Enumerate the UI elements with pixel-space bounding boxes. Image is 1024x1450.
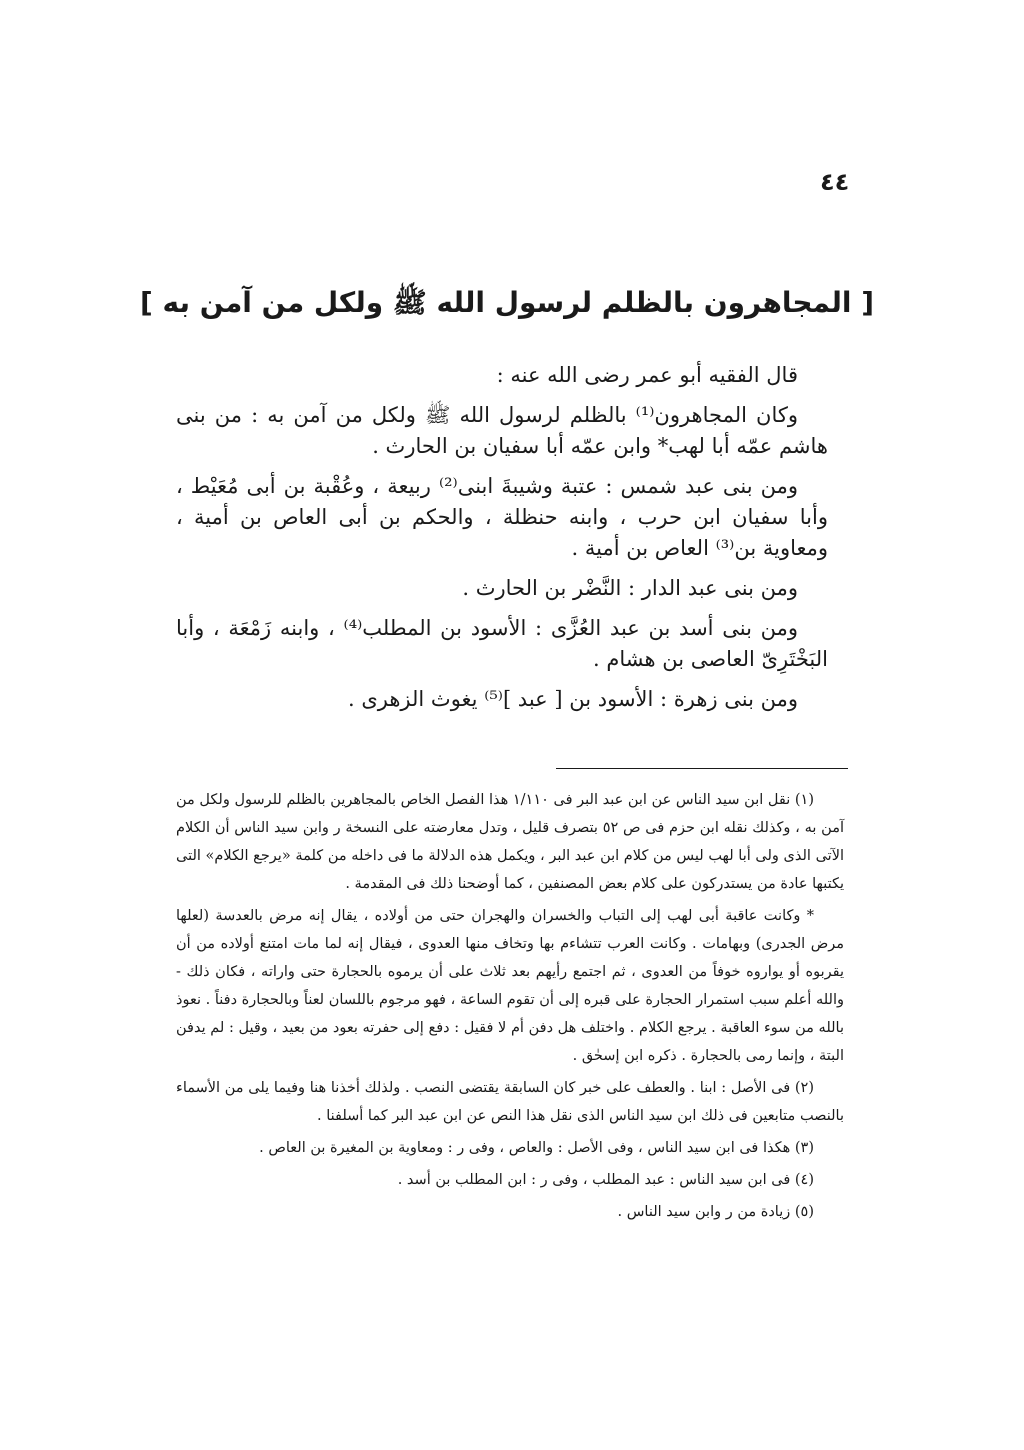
footnote: (١) نقل ابن سيد الناس عن ابن عبد البر فى ١/١١٠ هذا الفصل الخاص بالمجاهرين بالظلم للرسول ولكل من آمن به ، وكذلك نقله ابن حزم فى ص ٥٢ بتصرف قليل ، وتدل معارضته على النسخة ر وابن سيد الناس أن الكلام الآتى الذى ولى أبا لهب ليس من كلام ابن عبد البر ، ويكمل هذه الدلالة ما فى داخله من كلمة «يرجع الكلام» التى يكتبها عادة من يستدركون على كلام بعض المصنفين ، كما أوضحنا ذلك فى المقدمة . <box>176 792 844 892</box>
footnote: * وكانت عاقبة أبى لهب إلى التباب والخسران والهجران حتى من أولاده ، يقال إنه مرض بالعدسة (لعلها مرض الجدرى) وبهامات . وكانت العرب تتشاءم بها وتخاف منها العدوى ، فيقال إنه لما مات امتنع أولاده من أن يقربوه أو يواروه خوفاً من العدوى ، ثم اجتمع رأيهم بعد ثلاث على أن يرموه بالحجارة حتى واراته ، فكان ذلك - والله أعلم سبب استمرار الحجارة على قبره إلى أن تقوم الساعة ، فهو مرجوم باللسان لعناً وبالحجارة دفناً . نعوذ بالله من سوء العاقبة . يرجع الكلام . واختلف هل دفن أم لا فقيل : دفع إلى حفرته بعود من بعيد ، وقيل : لم يدفن البتة ، وإنما رمى بالحجارة . ذكره ابن إسحٰق . <box>176 908 844 1064</box>
paragraph: ومن بنى أسد بن عبد العُزَّى : الأسود بن المطلب⁽⁴⁾ ، وابنه زَمْعَة ، وأبا البَخْتَرِىّ العاصى بن هشام . <box>176 616 828 671</box>
paragraph: ومن بنى عبد شمس : عتبة وشيبةَ ابنى⁽²⁾ ربيعة ، وعُقْبة بن أبى مُعَيْط ، وأبا سفيان ابن حرب ، وابنه حنظلة ، والحكم بن أبى العاص بن أمية ، ومعاوية بن⁽³⁾ العاص بن أمية . <box>176 474 828 560</box>
section-title: [ المجاهرون بالظلم لرسول الله ﷺ ولكل من آمن به ] <box>139 286 874 319</box>
page-number: ٤٤ <box>820 168 850 196</box>
footnote-divider <box>556 768 848 769</box>
footnote: (٥) زيادة من ر وابن سيد الناس . <box>617 1204 814 1220</box>
footnote: (٢) فى الأصل : ابنا . والعطف على خبر كان السابقة يقتضى النصب . ولذلك أخذنا هنا وفيما يلى من الأسماء بالنصب متابعين فى ذلك ابن سيد الناس الذى نقل هذا النص عن ابن عبد البر كما أسلفنا . <box>176 1080 844 1124</box>
paragraph: ومن بنى زهرة : الأسود بن [ عبد ]⁽⁵⁾ يغوث الزهرى . <box>347 687 798 711</box>
footnotes <box>176 786 844 1230</box>
footnote: (٣) هكذا فى ابن سيد الناس ، وفى الأصل : والعاص ، وفى ر : ومعاوية بن المغيرة بن العاص . <box>259 1140 814 1156</box>
paragraph: قال الفقيه أبو عمر رضى الله عنه : <box>496 363 798 387</box>
paragraph: وكان المجاهرون⁽¹⁾ بالظلم لرسول الله ﷺ ولكل من آمن به : من بنى هاشم عمّه أبا لهب* وابن عمّه أبا سفيان بن الحارث . <box>176 403 828 458</box>
main-text <box>176 360 828 724</box>
paragraph: ومن بنى عبد الدار : النَّضْر بن الحارث . <box>462 576 798 600</box>
footnote: (٤) فى ابن سيد الناس : عبد المطلب ، وفى ر : ابن المطلب بن أسد . <box>397 1172 814 1188</box>
